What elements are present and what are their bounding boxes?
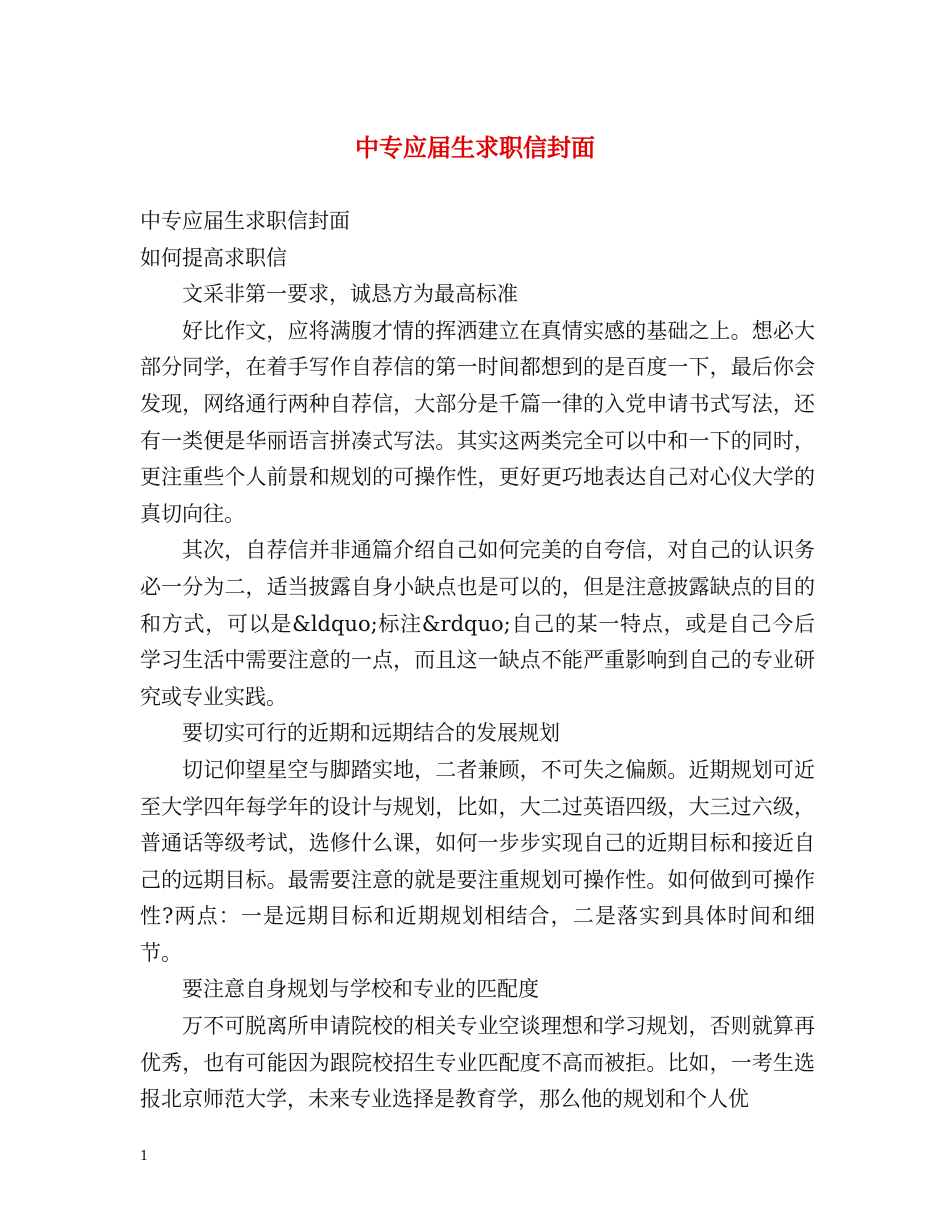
body-paragraph: 要注意自身规划与学校和专业的匹配度 (182, 977, 539, 1002)
body-paragraph: 好比作文，应将满腹才情的挥洒建立在真情实感的基础之上。想必大部分同学，在着手写作自荐信的第一时间都想到的是百度一下，最后你会发现，网络通行两种自荐信，大部分是千篇一律的入党申请书式写法，还有一类便是华丽语言拼凑式写法。其实这两类完全可以中和一下的同时，更注重些个人前景和规划的可操作性，更好更巧地表达自己对心仪大学的真切向往。 (140, 318, 815, 526)
body-paragraph: 如何提高求职信 (140, 245, 287, 270)
page-number: 1 (140, 1149, 149, 1164)
body-paragraph: 中专应届生求职信封面 (140, 209, 350, 233)
document-title: 中专应届生求职信封面 (355, 133, 595, 162)
document-body (140, 203, 815, 1118)
body-paragraph: 要切实可行的近期和远期结合的发展规划 (182, 721, 560, 746)
body-paragraph: 万不可脱离所申请院校的相关专业空谈理想和学习规划，否则就算再优秀，也有可能因为跟院校招生专业匹配度不高而被拒。比如，一考生选报北京师范大学，未来专业选择是教育学，那么他的规划和个人优 (140, 1014, 815, 1112)
body-paragraph: 文采非第一要求，诚恳方为最高标准 (182, 282, 518, 307)
body-paragraph: 切记仰望星空与脚踏实地，二者兼顾，不可失之偏颇。近期规划可近至大学四年每学年的设计与规划，比如，大二过英语四级，大三过六级，普通话等级考试，选修什么课，如何一步步实现自己的近期目标和接近自己的远期目标。最需要注意的就是要注重规划可操作性。如何做到可操作性?两点：一是远期目标和近期规划相结合，二是落实到具体时间和细节。 (140, 757, 815, 965)
body-paragraph: 其次，自荐信并非通篇介绍自己如何完美的自夸信，对自己的认识务必一分为二，适当披露自身小缺点也是可以的，但是注意披露缺点的目的和方式，可以是&ldquo;标注&rdquo;自己的某一特点，或是自己今后学习生活中需要注意的一点，而且这一缺点不能严重影响到自己的专业研究或专业实践。 (140, 538, 815, 709)
